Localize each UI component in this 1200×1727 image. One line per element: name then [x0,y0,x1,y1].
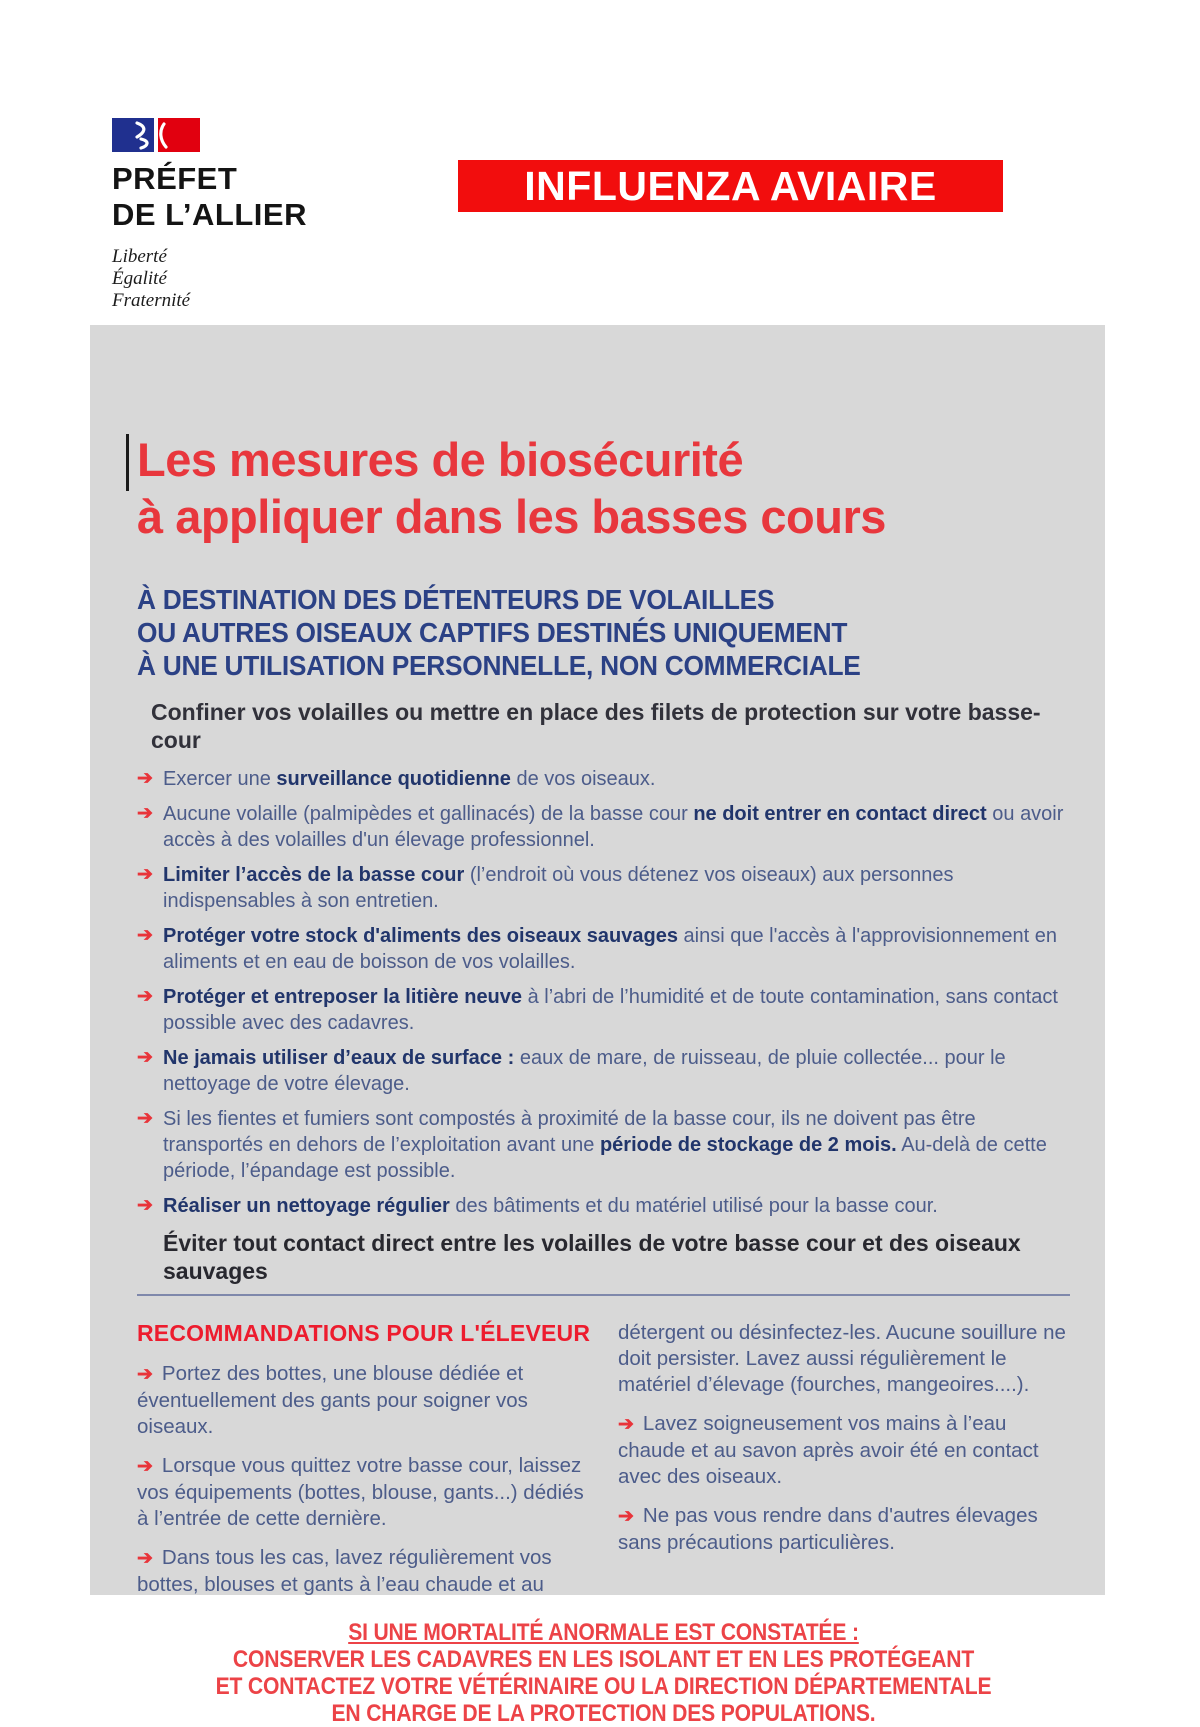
arrow-icon: ➔ [137,986,153,1007]
audience-line: À UNE UTILISATION PERSONNELLE, NON COMMERCIALE [137,650,861,681]
measure-text: Ne jamais utiliser d’eaux de surface : eaux de mare, de ruisseau, de pluie collectée... pour le nettoyage de votre élevage. [163,1047,1006,1095]
recommendation-text: Ne pas vous rendre dans d'autres élevages sans précautions particulières. [618,1504,1038,1554]
arrow-icon: ➔ [618,1506,634,1527]
french-flag-icon [112,118,200,152]
alert-line: CONSERVER LES CADAVRES EN LES ISOLANT ET EN LES PROTÉGEANT [232,1646,975,1673]
motto [112,246,307,312]
measure-item [137,862,1070,914]
arrow-icon: ➔ [137,1195,153,1216]
recommendation-item-continuation [618,1320,1070,1398]
measure-item [137,984,1070,1036]
recommendations-heading: RECOMMANDATIONS POUR L'ÉLEVEUR [137,1320,591,1346]
measure-item [137,1045,1070,1097]
motto-line: Fraternité [112,290,191,311]
arrow-icon: ➔ [137,1364,153,1385]
arrow-icon: ➔ [137,1548,153,1569]
arrow-icon: ➔ [137,1047,153,1068]
alert-line: EN CHARGE DE LA PROTECTION DES POPULATIONS. [331,1700,876,1727]
institution-name [112,161,307,233]
poster-title [137,431,1070,545]
recommendations-right-column [618,1320,1070,1611]
measure-text: Si les fientes et fumiers sont compostés à proximité de la basse cour, ils ne doivent pas être transportés en dehors de l’exploitation avant une période de stockage de 2 mois. Au-delà de cette période, l’épandage est possible. [163,1108,1047,1182]
audience-heading [137,583,1014,682]
recommendation-text: Dans tous les cas, lavez régulièrement vos bottes, blouses et gants à l’eau chaude et au [137,1546,552,1596]
arrow-icon: ➔ [137,768,153,789]
alert-line: SI UNE MORTALITÉ ANORMALE EST CONSTATÉE : [348,1619,859,1646]
mortality-alert [193,1619,1014,1727]
audience-line: OU AUTRES OISEAUX CAPTIFS DESTINÉS UNIQUEMENT [137,617,848,648]
institution-line2: DE L’ALLIER [112,197,307,232]
arrow-icon: ➔ [137,925,153,946]
measure-item [137,1193,1070,1219]
measure-item [137,766,1070,792]
poster-title-line1: Les mesures de biosécurité [137,433,744,486]
arrow-icon: ➔ [137,1108,153,1129]
measure-item [137,1106,1070,1184]
motto-line: Liberté [112,246,167,267]
biosecurity-measures-list [137,766,1070,1219]
measure-text: Exercer une surveillance quotidienne de vos oiseaux. [163,768,656,790]
avoid-contact-instruction: Éviter tout contact direct entre les volailles de votre basse cour et des oiseaux sauvages [163,1230,1021,1284]
influenza-banner: INFLUENZA AVIAIRE [458,160,1003,212]
recommendation-item [137,1453,592,1532]
recommendation-text: Lorsque vous quittez votre basse cour, laissez vos équipements (bottes, blouse, gants...) dédiés à l’entrée de cette dernière. [137,1454,584,1530]
recommendation-item [618,1503,1070,1556]
measure-text: Limiter l’accès de la basse cour (l’endroit où vous détenez vos oiseaux) aux personnes indispensables à son entretien. [163,864,954,912]
measure-text: Aucune volaille (palmipèdes et gallinacés) de la basse cour ne doit entrer en contact direct ou avoir accès à des volailles d'un élevage professionnel. [163,803,1064,851]
recommendation-text: Portez des bottes, une blouse dédiée et éventuellement des gants pour soigner vos oiseaux. [137,1362,528,1438]
recommendation-text: détergent ou désinfectez-les. Aucune souillure ne doit persister. Lavez aussi régulièrement le matériel d’élevage (fourches, mangeoires....). [618,1321,1066,1396]
section-divider [137,1294,1070,1296]
measure-text: Protéger et entreposer la litière neuve à l’abri de l’humidité et de toute contamination, sans contact possible avec des cadavres. [163,986,1058,1034]
text-cursor [126,434,129,491]
arrow-icon: ➔ [137,864,153,885]
measure-item [137,801,1070,853]
measure-item [137,923,1070,975]
recommendation-item [137,1545,592,1598]
institution-line1: PRÉFET [112,161,238,196]
alert-line: ET CONTACTEZ VOTRE VÉTÉRINAIRE OU LA DIRECTION DÉPARTEMENTALE [215,1673,992,1700]
poster-panel [90,325,1105,1727]
government-logo [112,118,307,312]
recommendation-item [137,1361,592,1440]
recommendations-left-column [137,1320,592,1611]
recommendation-item [618,1411,1070,1490]
arrow-icon: ➔ [137,1456,153,1477]
arrow-icon: ➔ [137,803,153,824]
motto-line: Égalité [112,268,167,289]
recommendation-text: Lavez soigneusement vos mains à l’eau chaude et au savon après avoir été en contact avec des oiseaux. [618,1412,1039,1488]
audience-line: À DESTINATION DES DÉTENTEURS DE VOLAILLES [137,584,775,615]
arrow-icon: ➔ [618,1414,634,1435]
confinement-instruction: Confiner vos volailles ou mettre en place des filets de protection sur votre basse-cour [151,699,1041,753]
measure-text: Protéger votre stock d'aliments des oiseaux sauvages ainsi que l'accès à l'approvisionnement en aliments et en eau de boisson de vos volailles. [163,925,1057,973]
poster-title-line2: à appliquer dans les basses cours [137,490,886,543]
measure-text: Réaliser un nettoyage régulier des bâtiments et du matériel utilisé pour la basse cour. [163,1195,938,1217]
recommendations-section [137,1320,1070,1611]
